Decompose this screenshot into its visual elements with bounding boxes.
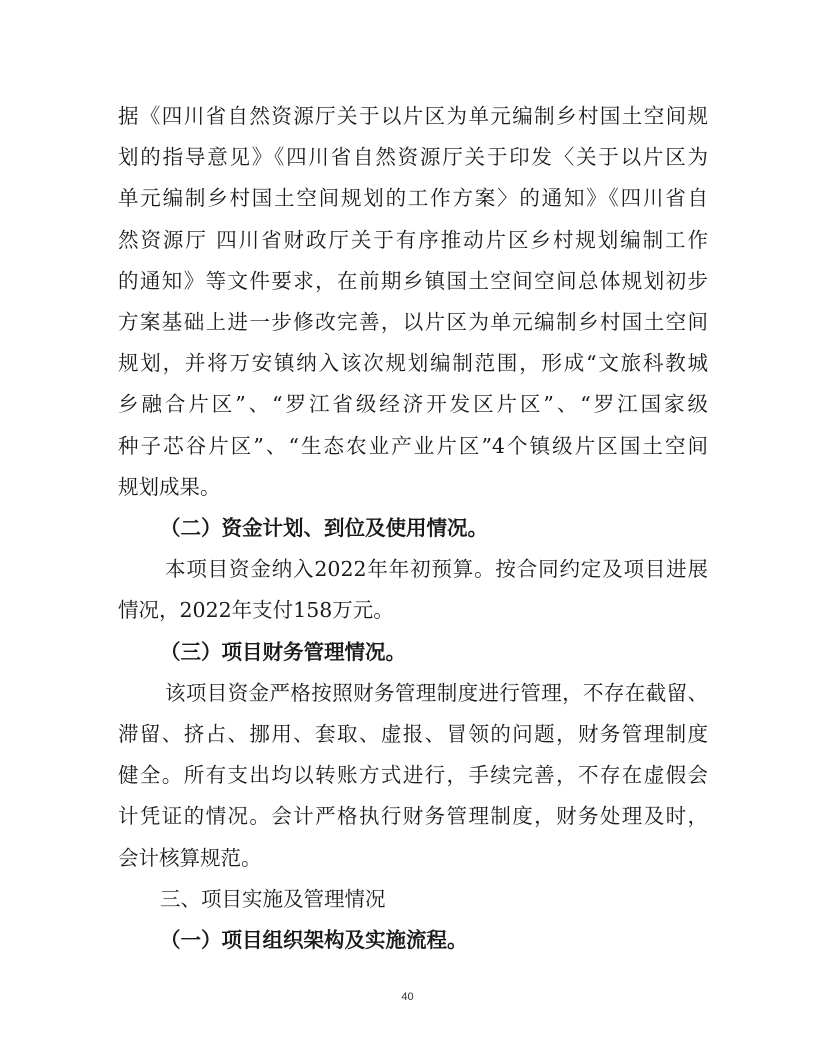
paragraph-1-line-10: 规划成果。 — [118, 475, 221, 499]
paragraph-3-line-5: 会计核算规范。 — [118, 846, 262, 870]
paragraph-3-line-3: 健全。所有支出均以转账方式进行，手续完善，不存在虚假会 — [118, 763, 708, 787]
page-number: 40 — [401, 991, 414, 1003]
paragraph-1-line-9: 种子芯谷片区”、“生态农业产业片区”4个镇级片区国土空间 — [118, 434, 708, 458]
paragraph-2-line-1: 本项目资金纳入2022年年初预算。按合同约定及项目进展 — [165, 557, 708, 581]
paragraph-3-line-4: 计凭证的情况。会计严格执行财务管理制度，财务处理及时， — [118, 804, 708, 828]
heading-funding-plan: （二）资金计划、到位及使用情况。 — [160, 516, 488, 540]
paragraph-2-line-2: 情况，2022年支付158万元。 — [118, 598, 394, 622]
paragraph-1-line-4: 然资源厅 四川省财政厅关于有序推动片区乡村规划编制工作 — [118, 228, 708, 252]
heading-organization-structure: （一）项目组织架构及实施流程。 — [160, 928, 468, 952]
heading-financial-management: （三）项目财务管理情况。 — [160, 640, 406, 664]
paragraph-1-line-3: 单元编制乡村国土空间规划的工作方案〉的通知》《四川省自 — [118, 186, 708, 210]
paragraph-1-line-1: 据《四川省自然资源厅关于以片区为单元编制乡村国土空间规 — [118, 104, 708, 128]
paragraph-1-line-7: 规划，并将万安镇纳入该次规划编制范围，形成“文旅科教城 — [118, 351, 708, 375]
section-title-implementation: 三、项目实施及管理情况 — [160, 887, 386, 911]
paragraph-1-line-8: 乡融合片区”、“罗江省级经济开发区片区”、“罗江国家级 — [118, 392, 708, 416]
paragraph-1-line-5: 的通知》等文件要求，在前期乡镇国土空间空间总体规划初步 — [118, 269, 708, 293]
paragraph-3-line-2: 滞留、挤占、挪用、套取、虚报、冒领的问题，财务管理制度 — [118, 722, 708, 746]
paragraph-3-line-1: 该项目资金严格按照财务管理制度进行管理，不存在截留、 — [165, 681, 708, 705]
paragraph-1-line-2: 划的指导意见》《四川省自然资源厅关于印发〈关于以片区为 — [118, 145, 708, 169]
paragraph-1-line-6: 方案基础上进一步修改完善，以片区为单元编制乡村国土空间 — [118, 310, 708, 334]
